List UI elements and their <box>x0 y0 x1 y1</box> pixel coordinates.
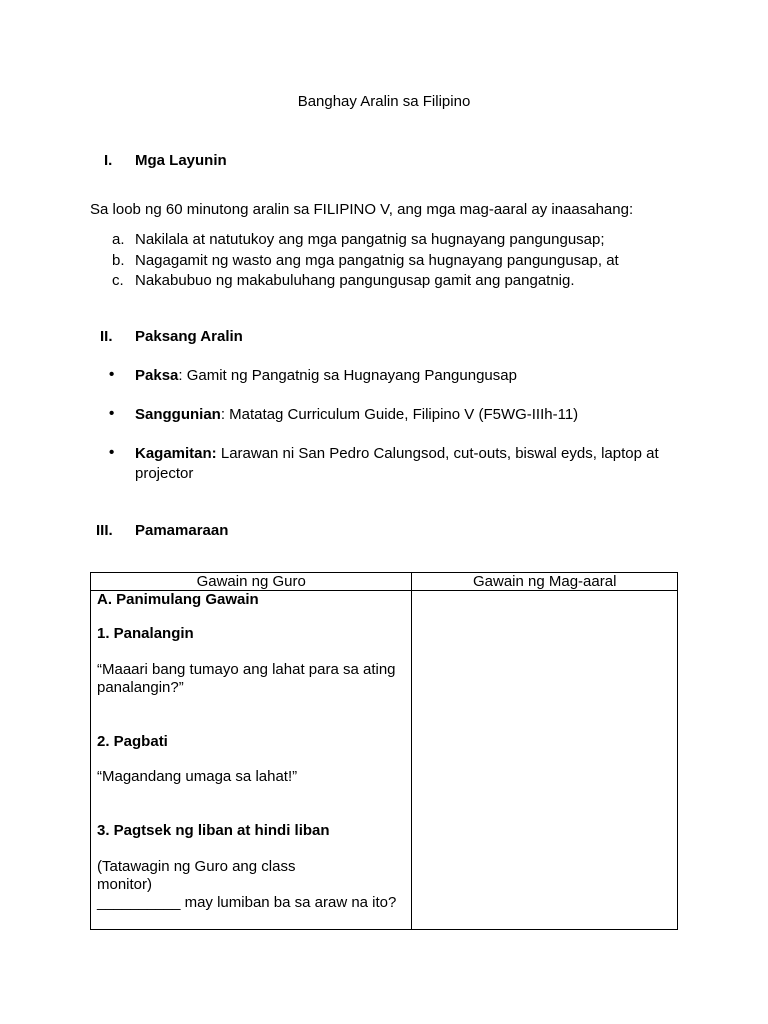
bullet-text <box>135 366 680 386</box>
table-header-row <box>91 573 678 591</box>
section-number: III. <box>96 522 113 539</box>
bullet-icon: • <box>109 444 115 461</box>
bullet-icon: • <box>109 405 115 422</box>
bullet-text <box>135 405 680 425</box>
item-panalangin-line: panalangin?” <box>97 679 184 696</box>
bullet-label: Paksa <box>135 367 179 384</box>
list-text: Nakabubuo ng makabuluhang pangungusap gamit ang pangatnig. <box>135 272 575 289</box>
item-pagtsek-line: __________ may lumiban ba sa araw na ito? <box>97 894 397 911</box>
table-row <box>91 591 678 930</box>
item-pagtsek-line: monitor) <box>97 876 153 893</box>
objectives-intro: Sa loob ng 60 minutong aralin sa FILIPINO V, ang mga mag-aaral ay inaasahang: <box>90 201 634 218</box>
cell-content <box>91 591 411 929</box>
section-title: Paksang Aralin <box>135 328 243 345</box>
procedure-table <box>90 572 678 930</box>
item-pagbati-line: “Magandang umaga sa lahat!” <box>97 768 298 785</box>
bullet-icon: • <box>109 366 115 383</box>
section-number: II. <box>100 328 113 345</box>
item-pagtsek-title: 3. Pagtsek ng liban at hindi liban <box>97 822 330 839</box>
bullet-value: Larawan ni San Pedro Calungsod, cut-outs, biswal eyds, laptop at projector <box>135 445 659 482</box>
cell-gawain-mag-aaral <box>412 591 678 930</box>
column-header-guro: Gawain ng Guro <box>91 573 412 591</box>
bullet-label: Kagamitan: <box>135 445 217 462</box>
list-letter: c. <box>112 272 124 289</box>
cell-gawain-guro <box>91 591 412 930</box>
section-title: Mga Layunin <box>135 152 227 169</box>
list-letter: a. <box>112 231 125 248</box>
item-panalangin-line: “Maaari bang tumayo ang lahat para sa ating <box>97 661 396 678</box>
item-panalangin-title: 1. Panalangin <box>97 625 194 642</box>
bullet-value: : Gamit ng Pangatnig sa Hugnayang Pangungusap <box>178 367 517 384</box>
section-title: Pamamaraan <box>135 522 229 539</box>
document-title: Banghay Aralin sa Filipino <box>297 93 471 110</box>
list-text: Nakilala at natutukoy ang mga pangatnig sa hugnayang pangungusap; <box>135 231 605 248</box>
list-letter: b. <box>112 251 125 269</box>
bullet-value: : Matatag Curriculum Guide, Filipino V (F5WG-IIIh-11) <box>220 406 579 423</box>
bullet-text <box>135 444 680 484</box>
list-text: Nagagamit ng wasto ang mga pangatnig sa hugnayang pangungusap, at <box>135 251 619 269</box>
item-pagtsek-line: (Tatawagin ng Guro ang class <box>97 858 296 875</box>
column-header-mag-aaral: Gawain ng Mag-aaral <box>412 573 678 591</box>
section-number: I. <box>104 152 113 169</box>
section-a-title: A. Panimulang Gawain <box>97 591 259 608</box>
item-pagbati-title: 2. Pagbati <box>97 733 168 750</box>
bullet-label: Sanggunian <box>135 406 221 423</box>
